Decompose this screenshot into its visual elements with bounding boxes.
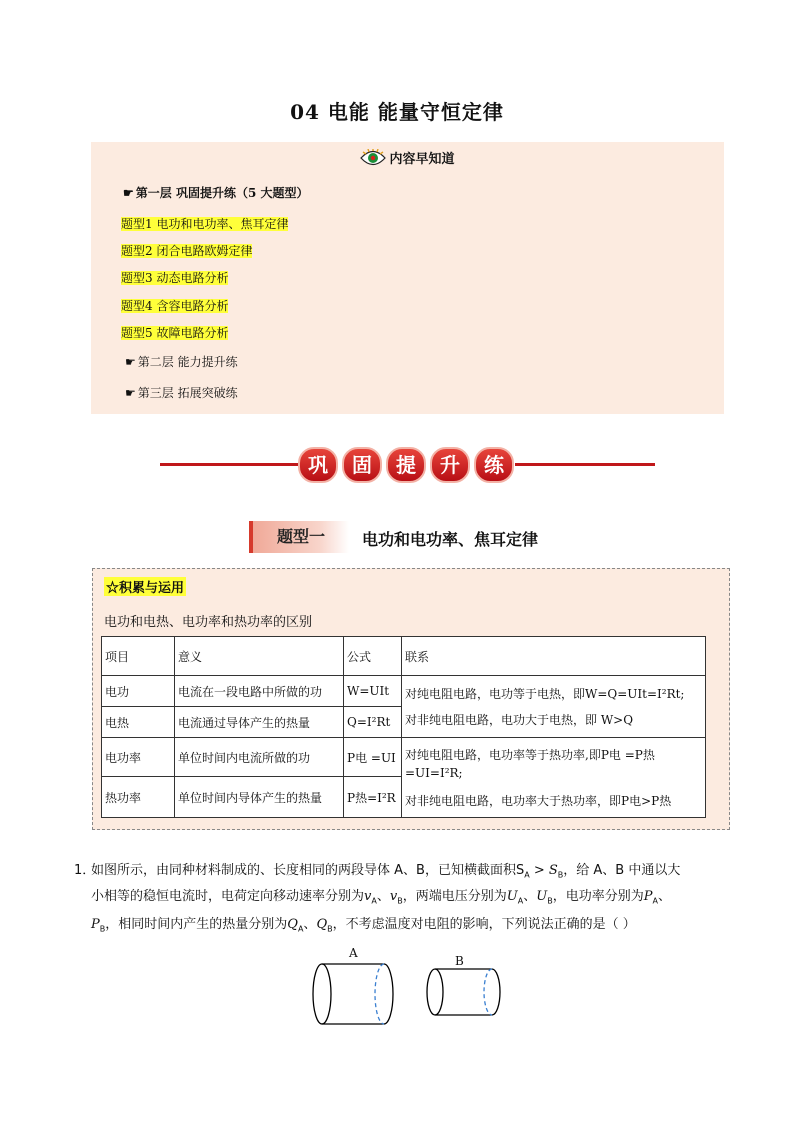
table-cell: 电流在一段电路中所做的功 <box>175 676 344 707</box>
pointing-hand-icon: ☛ <box>123 186 134 200</box>
pointing-hand-icon: ☛ <box>125 386 136 400</box>
banner-line-right <box>515 463 655 466</box>
question-line-1: 如图所示，由同种材料制成的、长度相同的两段导体 A、B，已知横截面积$S_A > S_B$，给 A、B 中通以大 <box>91 863 681 880</box>
table-cell: 单位时间内电流所做的功 <box>175 738 344 777</box>
table-header-cell: 意义 <box>175 637 344 676</box>
toc-layer-1[interactable]: ☛ 第一层 巩固提升练（5 大题型） <box>123 186 309 200</box>
table-cell: 电流通过导体产生的热量 <box>175 707 344 738</box>
table-cell: Q=I²Rt <box>344 707 402 738</box>
banner-char: 练 <box>474 447 514 483</box>
table-row <box>102 676 706 707</box>
table-cell: P热=I²R <box>344 777 402 818</box>
table-header-cell: 项目 <box>102 637 175 676</box>
banner-line-left <box>160 463 300 466</box>
toc-heading: 内容早知道 <box>91 148 724 167</box>
page-title: 04 电能 能量守恒定律 <box>290 100 504 124</box>
toc-layer-2[interactable]: ☛ 第二层 能力提升练 <box>125 355 238 369</box>
table-cell: P电 =UI <box>344 738 402 777</box>
section-banner <box>160 444 655 484</box>
table-cell: 单位时间内导体产生的热量 <box>175 777 344 818</box>
banner-char: 提 <box>386 447 426 483</box>
pointing-hand-icon: ☛ <box>125 355 136 369</box>
toc-type-3[interactable]: 题型3 动态电路分析 <box>121 271 229 285</box>
toc-type-5[interactable]: 题型5 故障电路分析 <box>121 326 229 340</box>
table-cell: 电功率 <box>102 738 175 777</box>
table-cell-relation: 对纯电阻电路，电功等于电热，即W=Q=UIt=I²Rt; 对非纯电阻电路，电功大于电热，即 W>Q <box>402 676 706 738</box>
question-line-3: $P_B$，相同时间内产生的热量分别为$Q_A$、$Q_B$，不考虑温度对电阻的影响，下列说法正确的是（ ） <box>91 917 636 934</box>
table-cell: 电热 <box>102 707 175 738</box>
star-icon: ☆ <box>106 581 120 596</box>
toc-type-2[interactable]: 题型2 闭合电路欧姆定律 <box>121 244 253 258</box>
knowledge-subtitle: 电功和电热、电功率和热功率的区别 <box>104 615 313 630</box>
question-type-name: 电功和电功率、焦耳定律 <box>362 530 539 549</box>
knowledge-header: ☆积累与运用 <box>104 577 186 596</box>
conductor-figure <box>312 948 512 1032</box>
toc-type-4[interactable]: 题型4 含容电路分析 <box>121 299 229 313</box>
eye-icon <box>360 149 386 167</box>
table-header-cell: 联系 <box>402 637 706 676</box>
table-cell: 电功 <box>102 676 175 707</box>
cylinders-diagram <box>312 948 512 1028</box>
table-header-cell: 公式 <box>344 637 402 676</box>
banner-char: 固 <box>342 447 382 483</box>
question-type-tag: 题型一 <box>249 521 349 553</box>
banner-char: 升 <box>430 447 470 483</box>
table-header-row <box>102 637 706 676</box>
table-row <box>102 738 706 777</box>
banner-chars <box>298 447 518 483</box>
toc-panel <box>91 142 724 414</box>
label-a: A <box>349 946 358 960</box>
toc-type-1[interactable]: 题型1 电功和电功率、焦耳定律 <box>121 217 289 231</box>
comparison-table <box>101 636 706 818</box>
table-cell: W=UIt <box>344 676 402 707</box>
toc-layer-3[interactable]: ☛ 第三层 拓展突破练 <box>125 386 238 400</box>
table-cell-relation: 对纯电阻电路，电功率等于热功率,即P电 =P热 =UI=I²R; 对非纯电阻电路，电功率大于热功率，即P电>P热 <box>402 738 706 818</box>
banner-char: 巩 <box>298 447 338 483</box>
question-number: 1． <box>74 863 96 878</box>
question-type-heading <box>249 521 589 553</box>
label-b: B <box>455 954 464 968</box>
question-line-2: 小相等的稳恒电流时，电荷定向移动速率分别为$v_A$、$v_B$，两端电压分别为$U_A$、$U_B$，电功率分别为$P_A$、 <box>91 889 671 906</box>
table-cell: 热功率 <box>102 777 175 818</box>
